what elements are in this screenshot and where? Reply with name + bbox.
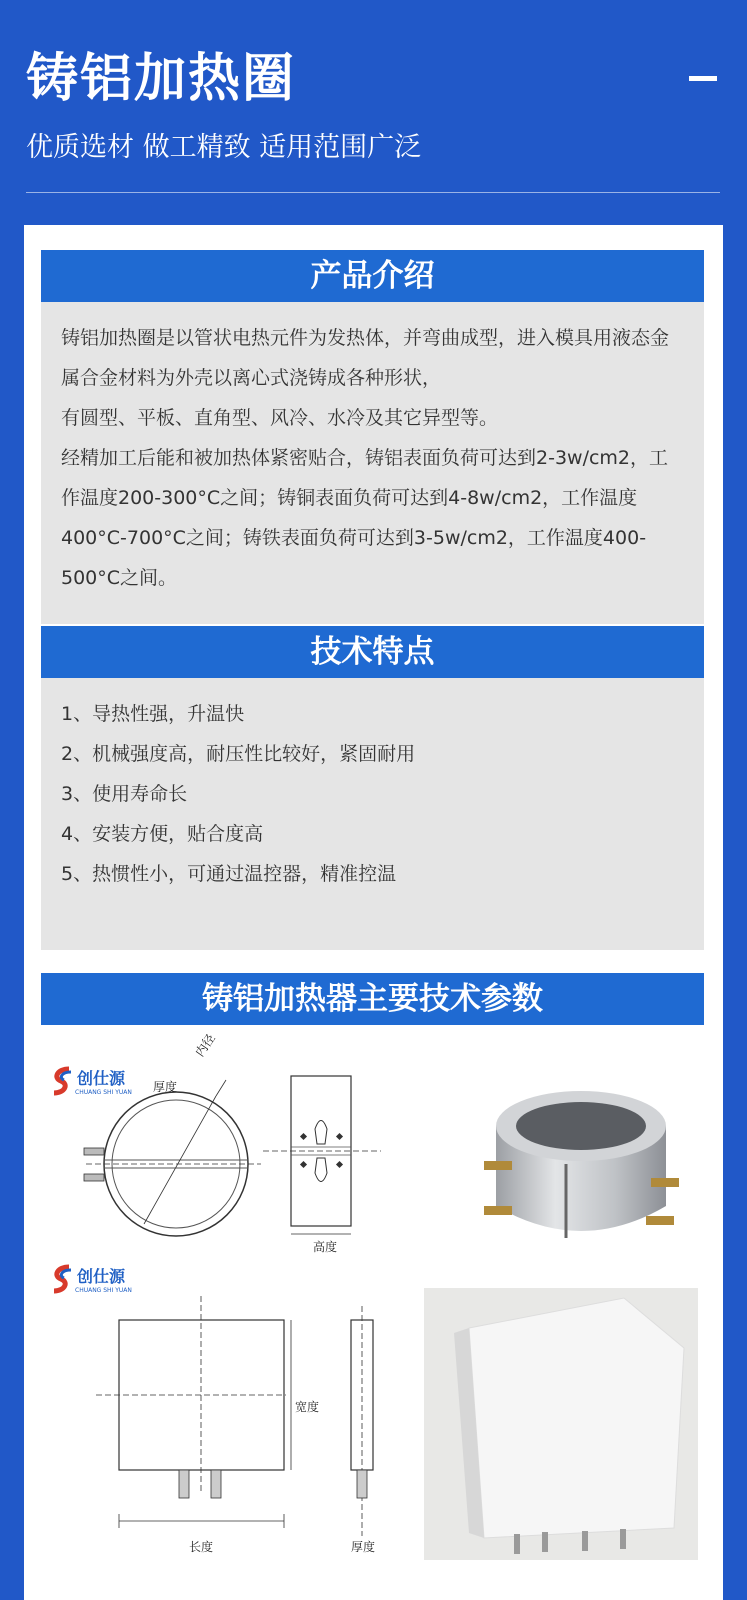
label-thickness: 厚度	[153, 1080, 178, 1094]
page-subtitle: 优质选材 做工精致 适用范围广泛	[26, 132, 422, 163]
section-heading-features: 技术特点	[41, 626, 704, 678]
list-item: 4、安装方便，贴合度高	[61, 823, 264, 845]
list-item: 3、使用寿命长	[61, 783, 188, 805]
hero-banner	[0, 0, 747, 222]
minus-icon	[689, 76, 717, 81]
label-thickness: 厚度	[351, 1540, 376, 1554]
label-width: 宽度	[295, 1400, 320, 1414]
intro-panel	[41, 302, 704, 624]
plate-photo-graphic	[424, 1288, 698, 1560]
ring-heater-drawing	[76, 1076, 261, 1246]
plate-heater-photo	[424, 1288, 698, 1560]
list-item: 2、机械强度高，耐压性比较好，紧固耐用	[61, 743, 416, 765]
logo-subtext: CHUANG SHI YUAN	[75, 1287, 132, 1294]
page-title: 铸铝加热圈	[26, 49, 297, 109]
ring-heater-photo	[466, 1066, 696, 1256]
logo-subtext: CHUANG SHI YUAN	[75, 1089, 132, 1096]
intro-paragraph: 有圆型、平板、直角型、风冷、水冷及其它异型等。	[61, 407, 499, 429]
section-heading-intro: 产品介绍	[41, 250, 704, 302]
logo-swirl-icon	[51, 1066, 75, 1096]
intro-paragraph: 铸铝加热圈是以管状电热元件为发热体，并弯曲成型，进入模具用液态金属合金材料为外壳以离心式浇铸成各种形状，	[61, 327, 670, 389]
brand-logo	[51, 1264, 132, 1294]
label-inner-diameter: 内径	[192, 1031, 218, 1060]
logo-text: 创仕源	[77, 1267, 126, 1286]
logo-text: 创仕源	[77, 1069, 126, 1088]
intro-text	[61, 318, 686, 598]
list-item: 5、热惯性小，可通过温控器，精准控温	[61, 863, 397, 885]
label-length: 长度	[189, 1540, 214, 1554]
section-heading-params: 铸铝加热器主要技术参数	[41, 973, 704, 1025]
intro-paragraph: 经精加工后能和被加热体紧密贴合，铸铝表面负荷可达到2-3w/cm2，工作温度200-300°C之间；铸铜表面负荷可达到4-8w/cm2，工作温度400°C-700°C之间；铸铁表面负荷可达到3-5w/cm2，工作温度400-500°C之间。	[61, 447, 669, 589]
plate-side-drawing	[341, 1296, 391, 1546]
feature-list	[61, 694, 415, 894]
logo-swirl-icon	[51, 1264, 75, 1294]
plate-heater-drawing	[81, 1296, 351, 1566]
params-figure	[41, 1026, 704, 1571]
label-height: 高度	[313, 1240, 338, 1254]
list-item: 1、导热性强，升温快	[61, 703, 245, 725]
ring-side-drawing	[263, 1074, 393, 1246]
divider	[26, 192, 720, 193]
features-panel	[41, 678, 704, 950]
